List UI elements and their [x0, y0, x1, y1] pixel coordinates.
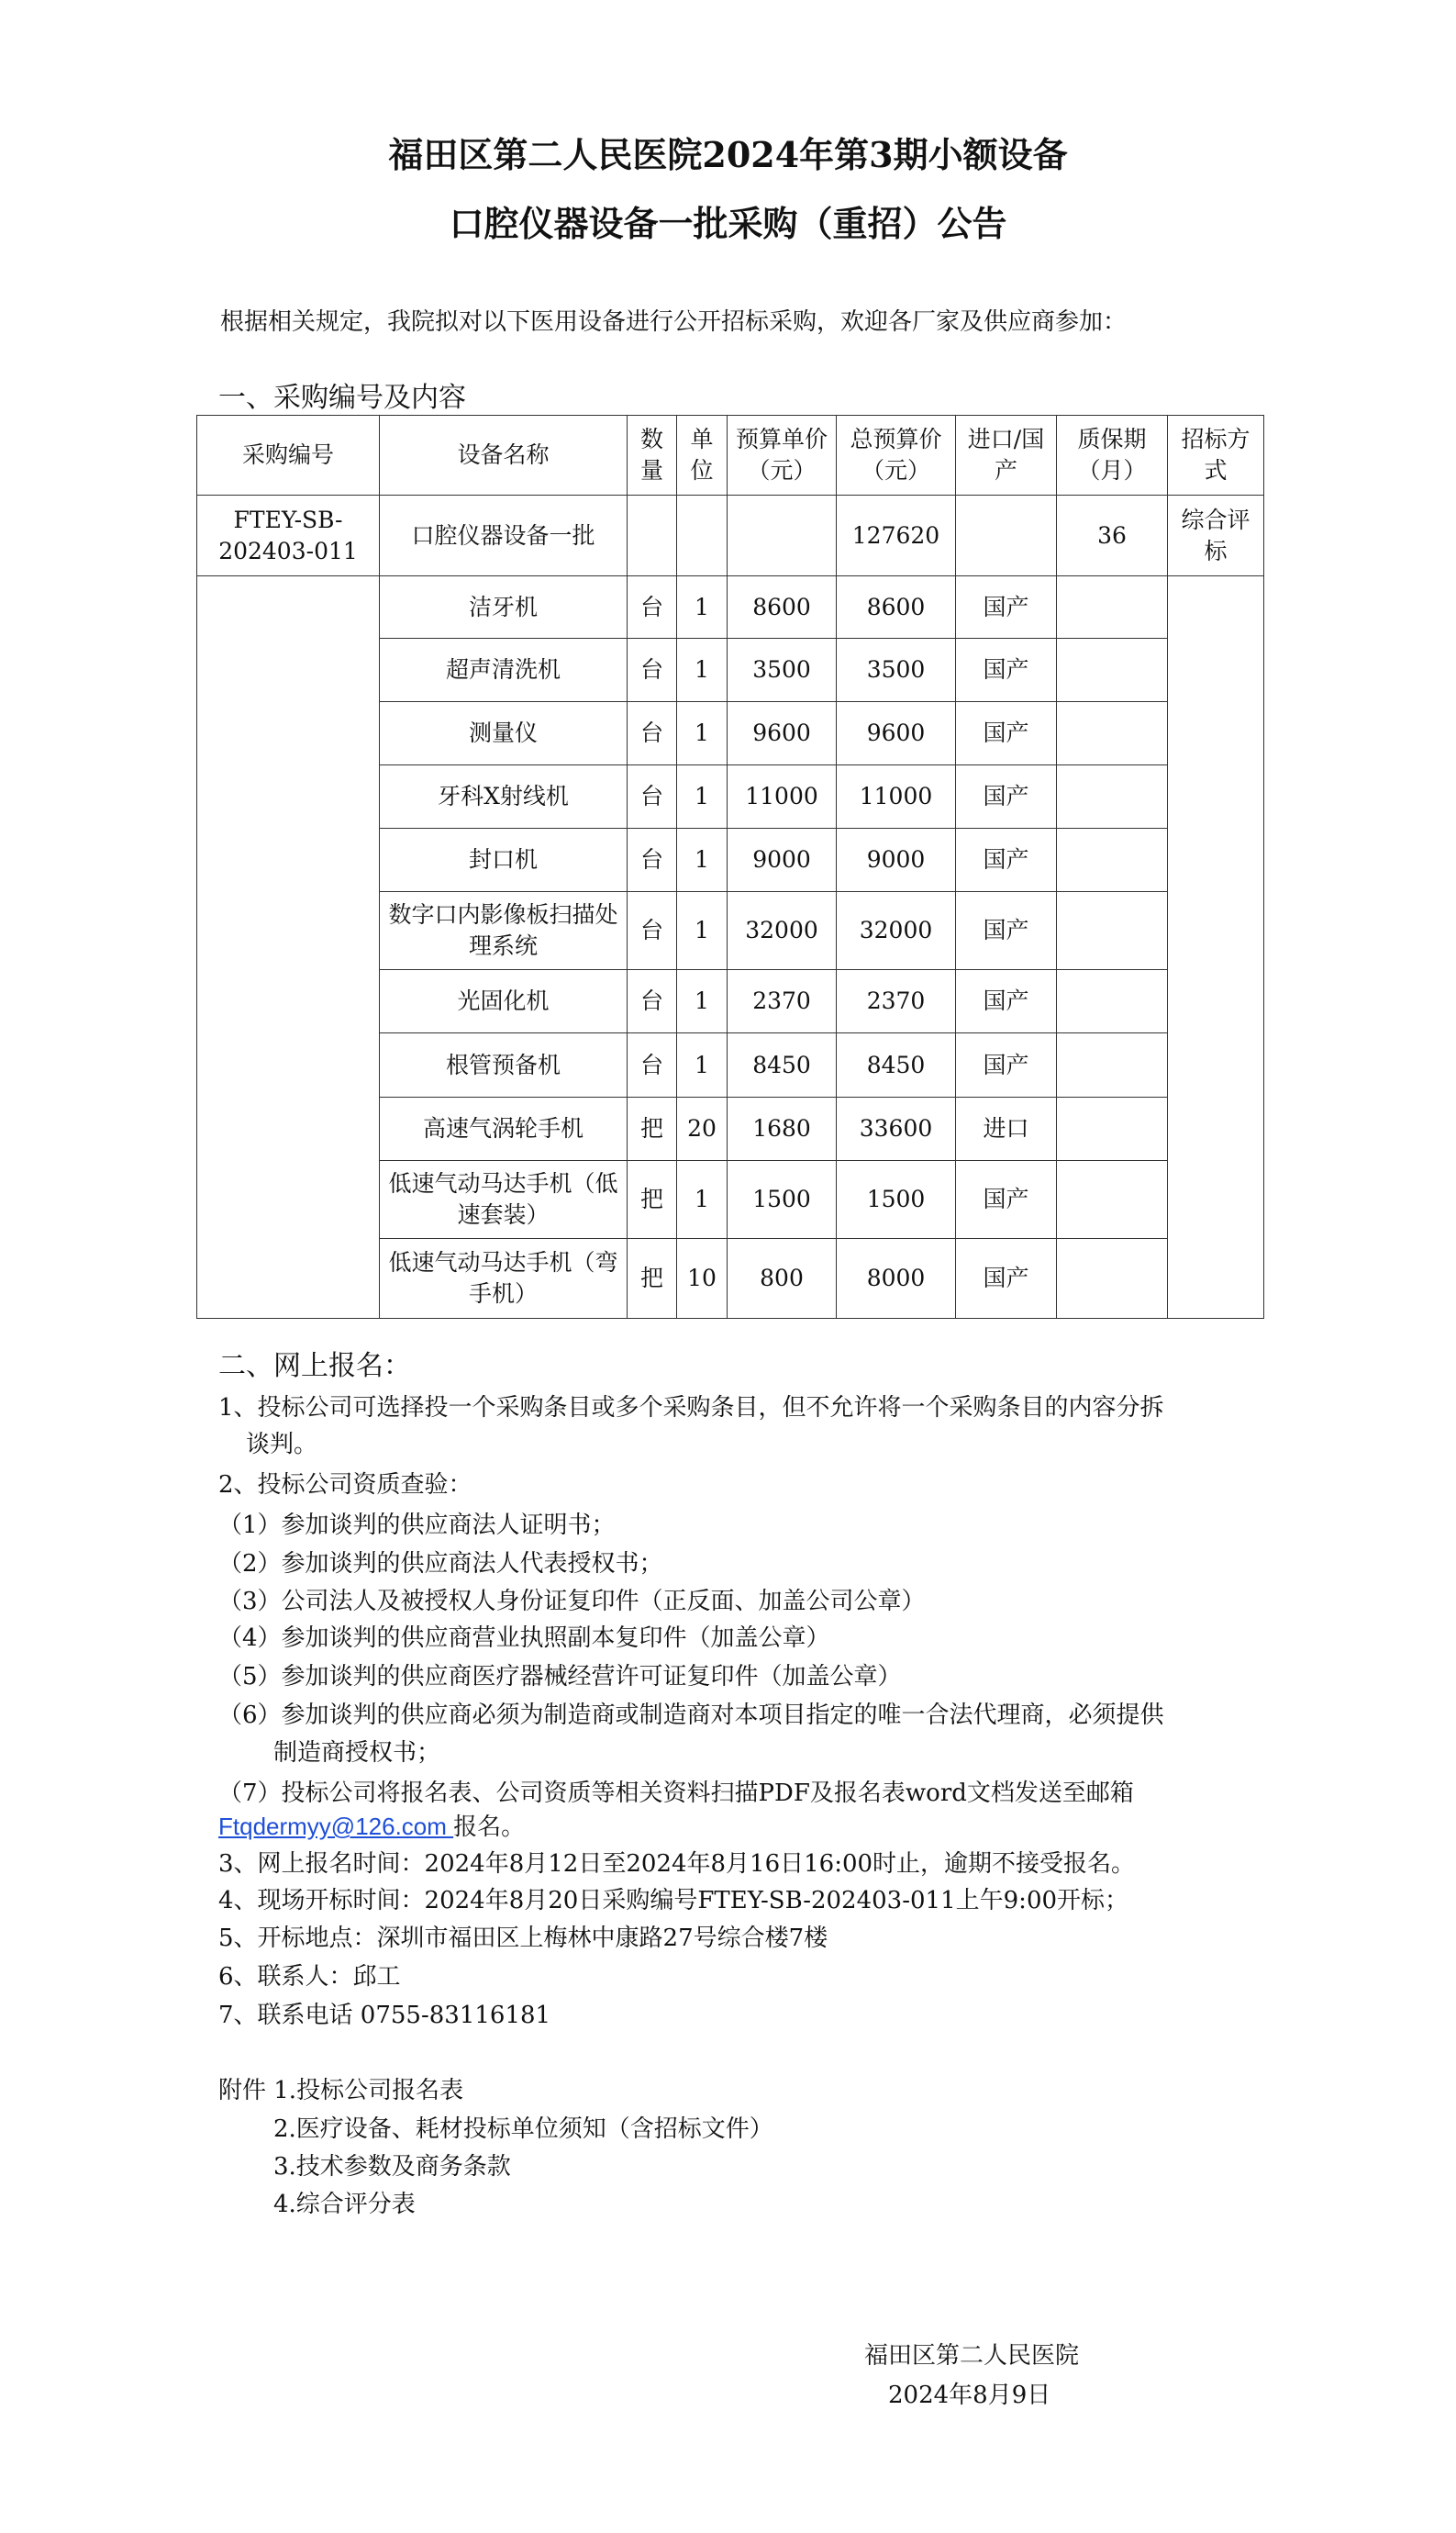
cell-warranty — [1057, 829, 1168, 892]
summary-warranty: 36 — [1057, 496, 1168, 576]
cell-qty: 把 — [628, 1239, 677, 1319]
cell-name: 光固化机 — [380, 970, 628, 1033]
cell-unit-budget: 9000 — [728, 829, 837, 892]
method-cell-empty — [1168, 576, 1264, 1319]
header-qty: 数量 — [628, 416, 677, 496]
cell-origin: 国产 — [956, 970, 1057, 1033]
code-cell-empty — [197, 576, 380, 1319]
table-summary-row — [197, 496, 1264, 576]
cell-origin: 国产 — [956, 892, 1057, 970]
header-method: 招标方式 — [1168, 416, 1264, 496]
cell-total-budget: 32000 — [837, 892, 956, 970]
attachment-4: 4.综合评分表 — [273, 2191, 416, 2218]
attachment-2: 2.医疗设备、耗材投标单位须知（含招标文件） — [273, 2115, 773, 2143]
header-total-budget: 总预算价（元） — [837, 416, 956, 496]
cell-name: 封口机 — [380, 829, 628, 892]
cell-origin: 国产 — [956, 1033, 1057, 1098]
item-3: 3、网上报名时间：2024年8月12日至2024年8月16日16:00时止，逾期不接受报名。 — [218, 1850, 1136, 1878]
cell-warranty — [1057, 765, 1168, 829]
cell-name: 牙科X射线机 — [380, 765, 628, 829]
cell-unit-budget: 1500 — [728, 1161, 837, 1239]
notice-title-line2: 口腔仪器设备一批采购（重招）公告 — [449, 203, 1007, 244]
cell-unit: 1 — [677, 576, 728, 639]
cell-total-budget: 1500 — [837, 1161, 956, 1239]
cell-origin: 国产 — [956, 576, 1057, 639]
procurement-table — [196, 415, 1264, 1319]
cell-warranty — [1057, 892, 1168, 970]
sub-item-1: （1）参加谈判的供应商法人证明书； — [218, 1512, 616, 1539]
item-2: 2、投标公司资质查验： — [218, 1471, 472, 1499]
cell-unit: 1 — [677, 702, 728, 765]
sub-item-5: （5）参加谈判的供应商医疗器械经营许可证复印件（加盖公章） — [218, 1663, 902, 1691]
signature-org: 福田区第二人民医院 — [864, 2342, 1080, 2370]
cell-unit: 1 — [677, 829, 728, 892]
sub-item-7: （7）投标公司将报名表、公司资质等相关资料扫描PDF及报名表word文档发送至邮箱 — [218, 1780, 1134, 1807]
cell-total-budget: 3500 — [837, 639, 956, 702]
cell-name: 低速气动马达手机（弯手机） — [380, 1239, 628, 1319]
email-line — [218, 1808, 525, 1842]
cell-name: 高速气涡轮手机 — [380, 1098, 628, 1161]
cell-origin: 国产 — [956, 639, 1057, 702]
cell-warranty — [1057, 1239, 1168, 1319]
header-origin: 进口/国产 — [956, 416, 1057, 496]
cell-unit-budget: 3500 — [728, 639, 837, 702]
cell-total-budget: 9000 — [837, 829, 956, 892]
header-code: 采购编号 — [197, 416, 380, 496]
attachment-3: 3.技术参数及商务条款 — [273, 2153, 511, 2181]
cell-unit-budget: 32000 — [728, 892, 837, 970]
sub-item-4: （4）参加谈判的供应商营业执照副本复印件（加盖公章） — [218, 1624, 830, 1652]
cell-origin: 国产 — [956, 702, 1057, 765]
cell-origin: 国产 — [956, 829, 1057, 892]
cell-total-budget: 8600 — [837, 576, 956, 639]
cell-total-budget: 33600 — [837, 1098, 956, 1161]
cell-unit-budget: 8450 — [728, 1033, 837, 1098]
cell-qty: 台 — [628, 639, 677, 702]
cell-warranty — [1057, 1033, 1168, 1098]
header-unit-budget: 预算单价（元） — [728, 416, 837, 496]
summary-method: 综合评标 — [1168, 496, 1264, 576]
cell-total-budget: 8000 — [837, 1239, 956, 1319]
cell-unit-budget: 800 — [728, 1239, 837, 1319]
cell-warranty — [1057, 1098, 1168, 1161]
cell-unit-budget: 2370 — [728, 970, 837, 1033]
cell-warranty — [1057, 639, 1168, 702]
cell-total-budget: 11000 — [837, 765, 956, 829]
cell-unit-budget: 9600 — [728, 702, 837, 765]
cell-origin: 国产 — [956, 1161, 1057, 1239]
cell-unit-budget: 11000 — [728, 765, 837, 829]
sub-item-6-cont: 制造商授权书； — [273, 1739, 441, 1767]
summary-origin — [956, 496, 1057, 576]
header-unit: 单位 — [677, 416, 728, 496]
cell-qty: 台 — [628, 765, 677, 829]
summary-unit-budget — [728, 496, 837, 576]
attachment-1: 附件 1.投标公司报名表 — [218, 2077, 464, 2104]
cell-unit: 1 — [677, 765, 728, 829]
section1-heading: 一、采购编号及内容 — [218, 382, 466, 414]
cell-name: 测量仪 — [380, 702, 628, 765]
summary-name: 口腔仪器设备一批 — [380, 496, 628, 576]
sub-item-2: （2）参加谈判的供应商法人代表授权书； — [218, 1550, 663, 1578]
cell-qty: 台 — [628, 892, 677, 970]
cell-total-budget: 2370 — [837, 970, 956, 1033]
cell-unit: 10 — [677, 1239, 728, 1319]
summary-qty — [628, 496, 677, 576]
cell-qty: 台 — [628, 1033, 677, 1098]
summary-code: FTEY-SB-202403-011 — [197, 496, 380, 576]
cell-warranty — [1057, 576, 1168, 639]
cell-warranty — [1057, 702, 1168, 765]
cell-unit: 1 — [677, 639, 728, 702]
intro-paragraph: 根据相关规定，我院拟对以下医用设备进行公开招标采购，欢迎各厂家及供应商参加： — [220, 308, 1128, 336]
cell-origin: 进口 — [956, 1098, 1057, 1161]
item-7: 7、联系电话 0755-83116181 — [218, 2002, 551, 2029]
item-4: 4、现场开标时间：2024年8月20日采购编号FTEY-SB-202403-011上午9:00开标； — [218, 1887, 1129, 1914]
cell-qty: 把 — [628, 1161, 677, 1239]
table-header-row — [197, 416, 1264, 496]
cell-unit: 1 — [677, 1161, 728, 1239]
cell-total-budget: 8450 — [837, 1033, 956, 1098]
cell-name: 根管预备机 — [380, 1033, 628, 1098]
header-warranty: 质保期（月） — [1057, 416, 1168, 496]
cell-name: 洁牙机 — [380, 576, 628, 639]
item-6: 6、联系人：邱工 — [218, 1963, 401, 1991]
cell-qty: 台 — [628, 970, 677, 1033]
cell-origin: 国产 — [956, 1239, 1057, 1319]
sub-item-3: （3）公司法人及被授权人身份证复印件（正反面、加盖公司公章） — [218, 1588, 926, 1615]
cell-unit: 1 — [677, 970, 728, 1033]
cell-warranty — [1057, 1161, 1168, 1239]
cell-unit: 1 — [677, 892, 728, 970]
cell-qty: 把 — [628, 1098, 677, 1161]
email-link[interactable]: Ftqdermyy@126.com — [218, 1813, 454, 1840]
summary-total-budget: 127620 — [837, 496, 956, 576]
cell-warranty — [1057, 970, 1168, 1033]
signature-date: 2024年8月9日 — [888, 2382, 1051, 2409]
cell-unit: 20 — [677, 1098, 728, 1161]
item-5: 5、开标地点：深圳市福田区上梅林中康路27号综合楼7楼 — [218, 1925, 828, 1952]
item-1-cont: 谈判。 — [246, 1431, 318, 1458]
cell-total-budget: 9600 — [837, 702, 956, 765]
section2-heading: 二、网上报名： — [218, 1350, 411, 1382]
cell-qty: 台 — [628, 702, 677, 765]
sub-item-6: （6）参加谈判的供应商必须为制造商或制造商对本项目指定的唯一合法代理商，必须提供 — [218, 1702, 1164, 1729]
cell-name: 超声清洗机 — [380, 639, 628, 702]
cell-unit: 1 — [677, 1033, 728, 1098]
notice-title-line1: 福田区第二人民医院2024年第3期小额设备 — [388, 134, 1068, 175]
cell-qty: 台 — [628, 576, 677, 639]
cell-unit-budget: 1680 — [728, 1098, 837, 1161]
item-1: 1、投标公司可选择投一个采购条目或多个采购条目，但不允许将一个采购条目的内容分拆 — [218, 1394, 1164, 1422]
cell-qty: 台 — [628, 829, 677, 892]
email-line-suffix: 报名。 — [453, 1813, 526, 1841]
cell-name: 低速气动马达手机（低速套装） — [380, 1161, 628, 1239]
header-name: 设备名称 — [380, 416, 628, 496]
table-row — [197, 576, 1264, 639]
cell-name: 数字口内影像板扫描处理系统 — [380, 892, 628, 970]
cell-origin: 国产 — [956, 765, 1057, 829]
summary-unit — [677, 496, 728, 576]
cell-unit-budget: 8600 — [728, 576, 837, 639]
